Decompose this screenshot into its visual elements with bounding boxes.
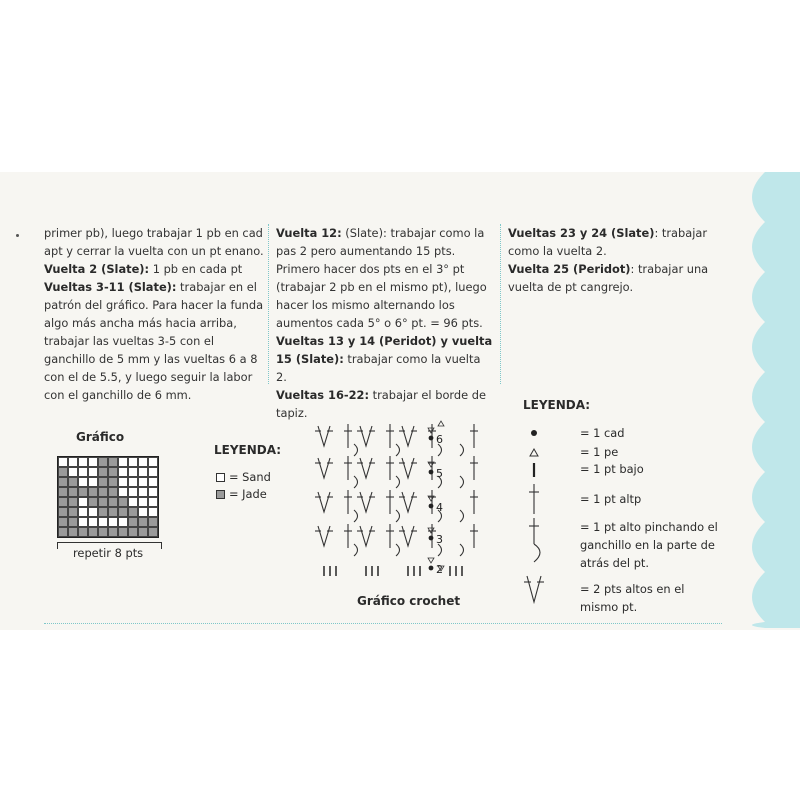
jade-cell [78, 527, 88, 537]
sand-cell [128, 457, 138, 467]
column-divider [268, 224, 269, 384]
slip-stitch-triangle [428, 558, 434, 563]
sand-cell [128, 497, 138, 507]
jade-cell [68, 497, 78, 507]
jade-cell [108, 477, 118, 487]
jade-cell [68, 477, 78, 487]
chain-dot-mark [429, 536, 434, 541]
sand-cell [88, 457, 98, 467]
sand-cell [138, 507, 148, 517]
paragraph [276, 224, 494, 332]
jade-cell [98, 457, 108, 467]
jade-cell [118, 497, 128, 507]
paragraph [44, 260, 266, 278]
legend-label: = Jade [229, 487, 267, 501]
hook-curve-mark [396, 476, 400, 488]
round-heading: Vueltas 23 y 24 (Slate) [508, 226, 655, 240]
sand-cell [108, 517, 118, 527]
sand-cell [88, 467, 98, 477]
sand-cell [78, 507, 88, 517]
row-number: 2 [436, 563, 443, 576]
sand-cell [118, 477, 128, 487]
round-heading: Vuelta 25 (Peridot) [508, 262, 631, 276]
v-stitch-mark [360, 458, 372, 478]
jade-cell [68, 527, 78, 537]
bottom-divider [44, 623, 722, 624]
instruction-text: : trabajar una vuelta de pt cangrejo. [508, 262, 709, 294]
symbol-label: = 2 pts altos en el mismo pt. [580, 582, 685, 614]
sand-cell [148, 487, 158, 497]
jade-cell [88, 527, 98, 537]
instruction-text: primer pb), luego trabajar 1 pb en cad apt y cerrar la vuelta con un pt enano. [44, 226, 264, 258]
v-stitch-icon [522, 572, 546, 612]
symbol-label: = 1 pt alto pinchando el ganchillo en la parte de atrás del pt. [580, 520, 718, 570]
v-stitch-mark [318, 492, 330, 512]
hook-curve-mark [396, 444, 400, 456]
symbol-legend-item [580, 518, 720, 572]
hook-curve-mark [354, 544, 358, 556]
sand-cell [58, 457, 68, 467]
jade-cell [128, 507, 138, 517]
sand-cell [128, 467, 138, 477]
hook-curve-mark [396, 510, 400, 522]
sand-cell [128, 477, 138, 487]
jade-cell [58, 487, 68, 497]
crochet-chart-title: Gráfico crochet [357, 594, 461, 608]
symbol-legend-item [580, 460, 720, 478]
jade-cell [58, 467, 68, 477]
instruction-text: 1 pb en cada pt [149, 262, 243, 276]
sand-cell [88, 507, 98, 517]
v-stitch-mark [318, 526, 330, 546]
jade-cell [128, 517, 138, 527]
sand-cell [118, 467, 128, 477]
sand-cell [128, 487, 138, 497]
round-heading: Vuelta 2 (Slate): [44, 262, 150, 276]
v-stitch-mark [360, 492, 372, 512]
hook-curve-mark [460, 476, 464, 488]
colorwork-chart [57, 456, 159, 538]
round-heading: Vuelta 12: [276, 226, 342, 240]
sand-cell [78, 467, 88, 477]
symbol-legend-item [580, 424, 720, 442]
row-number: 5 [436, 467, 443, 480]
sand-cell [68, 457, 78, 467]
jade-swatch [216, 490, 225, 499]
sand-cell [88, 517, 98, 527]
sand-cell [148, 497, 158, 507]
jade-cell [68, 507, 78, 517]
instruction-text: trabajar en el patrón del gráfico. Para hacer la funda algo más ancha más hacia arriba, trabajar las vueltas 3-5 con el ganchillo de 5 mm y las vueltas 6 a 8 con el de 5.5, y luego seguir la labor con el ganchillo de 6 mm. [44, 280, 264, 402]
sand-cell [78, 477, 88, 487]
row-number: 3 [436, 533, 443, 546]
sand-cell [138, 497, 148, 507]
hook-curve-mark [354, 476, 358, 488]
jade-cell [108, 507, 118, 517]
symbol-legend-item [580, 490, 720, 508]
sand-cell [98, 517, 108, 527]
legend-label: = Sand [229, 470, 271, 484]
hook-curve-mark [460, 510, 464, 522]
v-stitch-mark [402, 458, 414, 478]
text-column-3 [508, 224, 728, 296]
jade-cell [58, 507, 68, 517]
sand-cell [148, 507, 158, 517]
jade-cell [58, 527, 68, 537]
jade-cell [98, 507, 108, 517]
jade-cell [108, 527, 118, 537]
hook-curve-mark [354, 510, 358, 522]
instruction-text: : trabajar como la vuelta 2. [508, 226, 708, 258]
jade-cell [68, 487, 78, 497]
symbol-legend-title: LEYENDA: [523, 398, 591, 412]
v-stitch-mark [402, 526, 414, 546]
sand-cell [118, 517, 128, 527]
jade-cell [78, 487, 88, 497]
paragraph [508, 260, 728, 296]
jade-cell [58, 497, 68, 507]
paragraph [44, 224, 266, 260]
chain-dot-mark [429, 436, 434, 441]
v-stitch-mark [402, 492, 414, 512]
round-heading: Vueltas 13 y 14 (Peridot) y vuelta 15 (Slate): [276, 334, 493, 366]
grafico-title: Gráfico [76, 430, 125, 444]
crochet-chart [310, 418, 490, 588]
jade-cell [98, 487, 108, 497]
jade-cell [108, 457, 118, 467]
sand-cell [118, 457, 128, 467]
row-number: 6 [436, 433, 443, 446]
symbol-legend-item [580, 443, 720, 461]
chain-dot-mark [429, 566, 434, 571]
sand-cell [88, 477, 98, 487]
jade-cell [98, 497, 108, 507]
sand-cell [78, 497, 88, 507]
jade-cell [68, 517, 78, 527]
sand-cell [138, 487, 148, 497]
paragraph [276, 332, 494, 386]
sand-cell [68, 467, 78, 477]
jade-cell [108, 497, 118, 507]
hook-curve-mark [460, 544, 464, 556]
instruction-text: trabajar como la vuelta 2. [276, 352, 481, 384]
symbol-label: = 1 pt bajo [580, 462, 644, 476]
v-stitch-mark [318, 458, 330, 478]
jade-cell [148, 517, 158, 527]
paragraph [44, 278, 266, 404]
column-divider [500, 224, 501, 384]
sand-swatch [216, 473, 225, 482]
jade-cell [118, 507, 128, 517]
symbol-legend-item [580, 580, 720, 616]
v-stitch-mark [360, 526, 372, 546]
hook-stitch-icon [522, 516, 546, 568]
jade-cell [58, 517, 68, 527]
bullet-mark [16, 234, 19, 237]
hook-curve-mark [460, 444, 464, 456]
paragraph [508, 224, 728, 260]
jade-cell [58, 477, 68, 487]
jade-cell [108, 487, 118, 497]
symbol-label: = 1 pt altp [580, 492, 642, 506]
sand-cell [148, 467, 158, 477]
sand-cell [78, 517, 88, 527]
legend-item-jade [216, 487, 267, 501]
jade-cell [138, 517, 148, 527]
sand-cell [148, 477, 158, 487]
v-stitch-mark [360, 426, 372, 446]
jade-cell [88, 487, 98, 497]
jade-cell [108, 467, 118, 477]
row-number: 4 [436, 501, 443, 514]
jade-cell [88, 497, 98, 507]
symbol-label: = 1 pe [580, 445, 619, 459]
v-stitch-mark [402, 426, 414, 446]
instruction-text: trabajar el borde de tapiz. [276, 388, 486, 420]
sand-cell [138, 467, 148, 477]
text-column-1 [44, 224, 266, 404]
v-stitch-mark [318, 426, 330, 446]
sand-cell [138, 457, 148, 467]
chain-dot-mark [429, 470, 434, 475]
jade-cell [98, 477, 108, 487]
repeat-label: repetir 8 pts [73, 546, 144, 560]
jade-cell [118, 527, 128, 537]
sand-cell [118, 487, 128, 497]
jade-cell [98, 467, 108, 477]
jade-cell [148, 527, 158, 537]
color-legend-title: LEYENDA: [214, 443, 282, 457]
chain-dot-mark [429, 504, 434, 509]
jade-cell [128, 527, 138, 537]
round-heading: Vueltas 16-22: [276, 388, 370, 402]
instruction-text: (Slate): trabajar como la pas 2 pero aumentando 15 pts. Primero hacer dos pts en el 3° pt (trabajar 2 pb en el mismo pt), luego hacer los mismo alternando los aumentos cada 5° o 6° pt. = 96 pts. [276, 226, 487, 330]
text-column-2 [276, 224, 494, 422]
sand-cell [78, 457, 88, 467]
hook-curve-mark [396, 544, 400, 556]
scalloped-edge [735, 172, 800, 628]
jade-cell [98, 527, 108, 537]
sand-cell [138, 477, 148, 487]
round-heading: Vueltas 3-11 (Slate): [44, 280, 177, 294]
paragraph [276, 386, 494, 422]
hook-curve-mark [354, 444, 358, 456]
sand-cell [148, 457, 158, 467]
symbol-label: = 1 cad [580, 426, 625, 440]
jade-cell [138, 527, 148, 537]
legend-item-sand [216, 470, 271, 484]
slip-stitch-triangle [438, 421, 444, 426]
